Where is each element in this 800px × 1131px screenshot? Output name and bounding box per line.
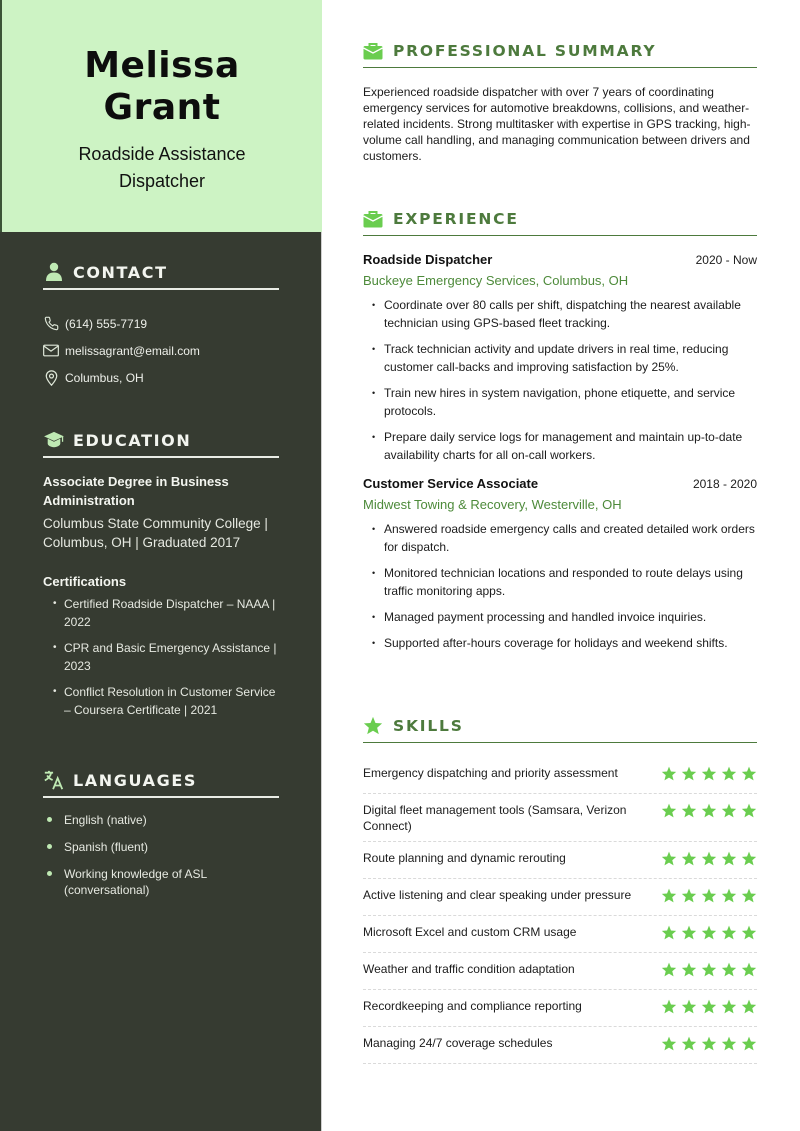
skill-rating: [661, 850, 757, 871]
star-icon: [701, 888, 717, 908]
star-icon: [661, 803, 677, 823]
job-bullet: • Answered roadside emergency calls and created detailed work orders for dispatch.: [363, 520, 757, 556]
education-heading: [43, 428, 279, 458]
skill-row: [363, 1027, 757, 1064]
star-icon: [681, 766, 697, 786]
contact-section: [43, 260, 279, 391]
summary-text: Experienced roadside dispatcher with over 7 years of coordinating emergency services for automotive breakdowns, collisions, and weather-related incidents. Strong multitasker with expertise in GPS tracking, high-volume call handling, and managing communication between drivers and customers.: [363, 85, 751, 163]
star-icon: [701, 851, 717, 871]
job-title: Customer Service Associate: [363, 476, 539, 491]
job-bullets: [363, 520, 757, 652]
certification-item: • CPR and Basic Emergency Assistance | 2023: [43, 639, 279, 675]
summary-title: PROFESSIONAL SUMMARY: [393, 41, 657, 60]
skill-rating: [661, 802, 757, 823]
skills-heading: [363, 713, 757, 743]
experience-section: [363, 206, 757, 660]
star-icon: [681, 1036, 697, 1056]
job-role-line-2: Dispatcher: [118, 171, 206, 191]
skill-rating: [661, 998, 757, 1019]
briefcase-icon: [363, 41, 383, 61]
degree: Associate Degree in Business Administration: [43, 474, 229, 508]
star-icon: [741, 999, 757, 1019]
star-icon: [741, 1036, 757, 1056]
skill-name: Route planning and dynamic rerouting: [363, 851, 566, 865]
star-icon: [701, 766, 717, 786]
skill-rating: [661, 765, 757, 786]
star-icon: [661, 999, 677, 1019]
location-text: Columbus, OH: [65, 370, 144, 385]
job-company: Midwest Towing & Recovery, Westerville, OH: [363, 497, 622, 512]
user-icon: [43, 261, 65, 283]
languages-section: [43, 768, 279, 909]
briefcase-icon: [363, 209, 383, 229]
star-icon: [701, 803, 717, 823]
languages-heading: [43, 768, 279, 798]
email-text: melissagrant@email.com: [65, 343, 200, 358]
star-icon: [661, 888, 677, 908]
certification-item: • Conflict Resolution in Customer Service – Coursera Certificate | 2021: [43, 683, 279, 719]
certifications-heading: Certifications: [43, 574, 127, 589]
star-icon: [681, 962, 697, 982]
job-dates: 2020 - Now: [695, 253, 757, 267]
education-title: EDUCATION: [73, 430, 192, 450]
job-bullet: • Managed payment processing and handled invoice inquiries.: [363, 608, 757, 626]
job-title: Roadside Dispatcher: [363, 252, 493, 267]
star-icon: [741, 925, 757, 945]
star-icon: [701, 925, 717, 945]
skill-row: [363, 990, 757, 1027]
skill-rating: [661, 924, 757, 945]
summary-heading: [363, 38, 757, 68]
star-icon: [721, 1036, 737, 1056]
skills-section: [363, 713, 757, 1064]
first-name: Melissa: [84, 45, 240, 86]
star-icon: [681, 999, 697, 1019]
location-pin-icon: [43, 370, 59, 386]
star-icon: [661, 851, 677, 871]
skill-row: [363, 842, 757, 879]
job-bullet: • Train new hires in system navigation, phone etiquette, and service protocols.: [363, 384, 757, 420]
job-bullet: • Prepare daily service logs for management and maintain up-to-date availability charts for all on-call workers.: [363, 428, 757, 464]
star-icon: [681, 888, 697, 908]
language-item: English (native): [43, 812, 279, 828]
job-entry: [363, 252, 757, 464]
skill-name: Weather and traffic condition adaptation: [363, 962, 575, 976]
star-icon: [721, 851, 737, 871]
star-icon: [661, 1036, 677, 1056]
education-section: [43, 428, 279, 727]
job-company: Buckeye Emergency Services, Columbus, OH: [363, 273, 629, 288]
star-icon: [741, 888, 757, 908]
job-role-line-1: Roadside Assistance: [78, 144, 246, 164]
contact-title: CONTACT: [73, 262, 168, 282]
skill-name: Managing 24/7 coverage schedules: [363, 1036, 553, 1050]
summary-section: [363, 38, 757, 164]
star-icon: [681, 803, 697, 823]
contact-location: [43, 364, 279, 391]
experience-heading: [363, 206, 757, 236]
job-entry: [363, 476, 757, 652]
languages-title: LANGUAGES: [73, 770, 197, 790]
skill-rating: [661, 1035, 757, 1056]
certifications-list: [43, 595, 279, 719]
skill-rating: [661, 887, 757, 908]
star-icon: [741, 766, 757, 786]
skill-rating: [661, 961, 757, 982]
phone-icon: [43, 316, 59, 332]
star-icon: [741, 803, 757, 823]
skill-name: Emergency dispatching and priority assessment: [363, 766, 618, 780]
candidate-name: [2, 0, 322, 129]
job-dates: 2018 - 2020: [692, 477, 757, 491]
skill-name: Active listening and clear speaking under pressure: [363, 888, 632, 902]
languages-list: [43, 812, 279, 898]
job-bullet: • Supported after-hours coverage for holidays and weekend shifts.: [363, 634, 757, 652]
job-bullets: [363, 296, 757, 464]
star-icon: [661, 925, 677, 945]
skills-title: SKILLS: [393, 716, 464, 735]
phone-text: (614) 555-7719: [65, 316, 148, 331]
star-icon: [741, 962, 757, 982]
skills-list: [363, 757, 757, 1064]
star-icon: [701, 999, 717, 1019]
skill-name: Digital fleet management tools (Samsara, Verizon Connect): [363, 803, 627, 833]
job-role: [2, 141, 322, 195]
skill-row: [363, 757, 757, 794]
experience-title: EXPERIENCE: [393, 209, 519, 228]
contact-email[interactable]: [43, 337, 279, 364]
star-icon: [721, 803, 737, 823]
sidebar: [0, 0, 322, 1131]
mail-icon: [43, 343, 59, 359]
job-bullet: • Monitored technician locations and responded to route delays using traffic monitoring apps.: [363, 564, 757, 600]
last-name: Grant: [103, 87, 221, 128]
contact-heading: [43, 260, 279, 290]
certification-item: • Certified Roadside Dispatcher – NAAA | 2022: [43, 595, 279, 631]
language-item: Working knowledge of ASL (conversational): [43, 866, 279, 898]
school: Columbus State Community College | Columbus, OH | Graduated 2017: [43, 516, 268, 550]
translate-icon: [43, 769, 65, 791]
star-icon: [701, 962, 717, 982]
star-icon: [661, 766, 677, 786]
star-icon: [681, 851, 697, 871]
job-bullet: • Track technician activity and update drivers in real time, reducing customer call-backs and improving satisfaction by 25%.: [363, 340, 757, 376]
skill-name: Microsoft Excel and custom CRM usage: [363, 925, 577, 939]
language-item: Spanish (fluent): [43, 839, 279, 855]
name-header: [0, 0, 322, 232]
star-icon: [701, 1036, 717, 1056]
star-icon: [721, 999, 737, 1019]
star-icon: [721, 925, 737, 945]
star-icon: [363, 716, 383, 736]
skill-name: Recordkeeping and compliance reporting: [363, 999, 582, 1013]
star-icon: [661, 962, 677, 982]
graduation-cap-icon: [43, 429, 65, 451]
contact-phone[interactable]: [43, 310, 279, 337]
skill-row: [363, 794, 757, 842]
star-icon: [721, 888, 737, 908]
skill-row: [363, 953, 757, 990]
job-bullet: • Coordinate over 80 calls per shift, dispatching the nearest available technician using GPS-based fleet tracking.: [363, 296, 757, 332]
star-icon: [721, 962, 737, 982]
star-icon: [721, 766, 737, 786]
star-icon: [741, 851, 757, 871]
star-icon: [681, 925, 697, 945]
skill-row: [363, 916, 757, 953]
skill-row: [363, 879, 757, 916]
